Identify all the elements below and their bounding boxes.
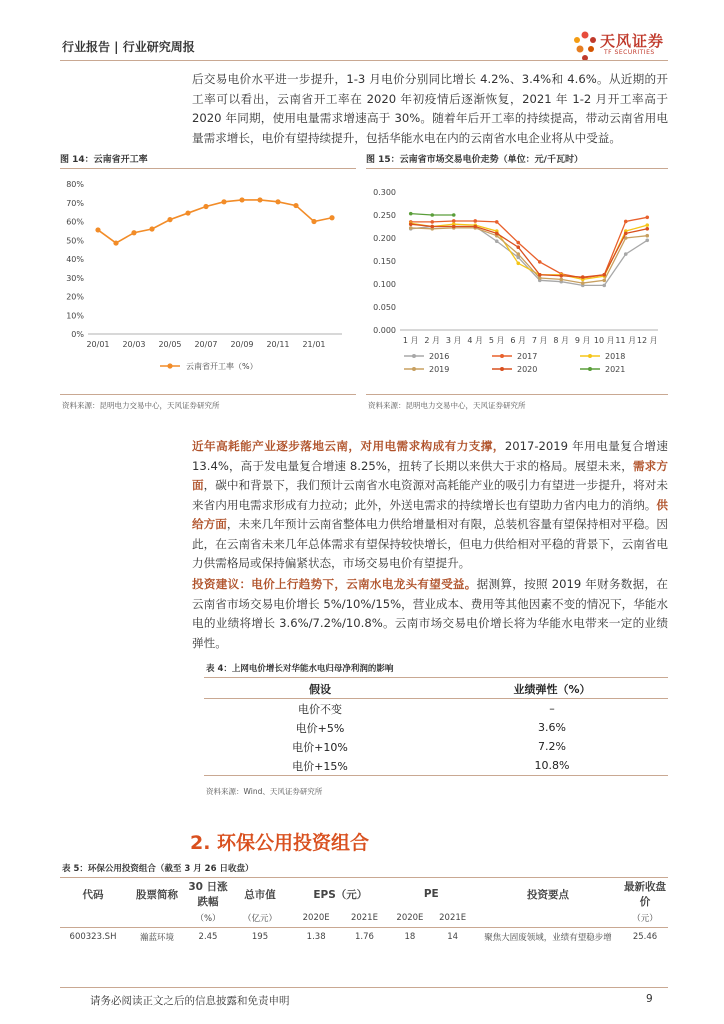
- table5-cell: 1.38: [306, 932, 326, 942]
- table5-header-name: 股票简称: [136, 888, 178, 901]
- p2-text2: ，碳中和背景下，我们预计云南省水电资源对高耗能产业的吸引力有望进一步提升，将对未来省内用电需求形成有力拉动；此外，外送电需求的持续增长也有望助力省内电力的消纳。: [192, 478, 668, 512]
- figure15-title-line: [366, 168, 668, 169]
- figure15-bottom-line: [366, 394, 668, 395]
- report-category: 行业报告 | 行业研究周报: [62, 40, 195, 54]
- y-tick-label: 20%: [66, 292, 84, 302]
- data-point: [203, 204, 208, 209]
- y-tick-label: 0.300: [373, 188, 396, 197]
- table4-cell: 10.8%: [534, 759, 570, 772]
- x-tick-label: 10 月: [593, 336, 615, 345]
- x-tick-label: 20/01: [86, 340, 110, 349]
- table5-cell: 195: [251, 932, 269, 942]
- table5-header-price: 最新收盘价: [624, 881, 666, 908]
- data-point-2016: [645, 239, 649, 243]
- table5-sub-year: 2021E: [439, 913, 467, 923]
- data-point-2017: [473, 219, 477, 223]
- data-point-2020: [624, 232, 628, 236]
- table5-sub-year: 2021E: [350, 913, 378, 923]
- data-point-2019: [409, 226, 413, 230]
- data-point-2016: [495, 239, 499, 243]
- p2-bold-supply: 供给方面: [192, 497, 668, 531]
- legend-marker-2020: [500, 367, 504, 371]
- logo-sub: TF SECURITIES: [604, 49, 655, 56]
- table5-sub-empty: [126, 909, 188, 928]
- data-point-2017: [645, 216, 649, 220]
- x-tick-label: 1 月: [402, 336, 419, 345]
- table5-header-change: 30 日涨跌幅: [188, 881, 228, 908]
- data-point-2020: [581, 275, 585, 279]
- page-number: 9: [646, 993, 653, 1005]
- table5-header-code: 代码: [82, 888, 104, 901]
- table4-cell: 电价+15%: [292, 759, 348, 773]
- x-tick-label: 4 月: [467, 336, 484, 345]
- data-point-2020: [452, 225, 456, 229]
- table5-cell: 2.45: [198, 932, 218, 942]
- table4-top-line: [204, 677, 668, 678]
- p3-text: 据测算，按照 2019 年财务数据，在云南省市场交易电价增长 5%/10%/15%，营业成本、费用等其他因素不变的情况下，华能水电的业绩将增长 3.6%/7.2%/10.8%。云南市场交易电价增长将为华能水电带来一定的业绩弹性。: [192, 577, 668, 650]
- y-tick-label: 50%: [66, 236, 84, 246]
- data-point: [239, 197, 244, 202]
- data-point-2020: [559, 274, 563, 278]
- table5-cell: 1.76: [354, 932, 374, 942]
- data-point-2017: [495, 220, 499, 224]
- legend-label-2020: 2020: [517, 365, 538, 374]
- y-tick-label: 0.050: [373, 303, 396, 312]
- p2-text1: 2017-2019 年用电量复合增速 13.4%，高于发电量复合增速 8.25%，扭转了长期以来供大于求的格局。展望未来，: [192, 439, 668, 473]
- figure15-source: 资料来源：昆明电力交易中心，天风证券研究所: [368, 401, 526, 410]
- y-tick-label: 0.200: [373, 234, 396, 243]
- data-point-2018: [516, 262, 520, 266]
- data-point-2020: [409, 222, 413, 226]
- table5-header-point: 投资要点: [527, 888, 569, 901]
- data-point-2020: [495, 232, 499, 236]
- data-point-2021: [430, 213, 434, 217]
- x-tick-label: 20/11: [266, 340, 290, 349]
- y-tick-label: 60%: [66, 217, 84, 227]
- legend-marker: [167, 363, 172, 368]
- legend-label: 云南省开工率（%）: [186, 362, 258, 371]
- company-logo: [570, 28, 680, 68]
- x-tick-label: 21/01: [302, 340, 326, 349]
- y-tick-label: 40%: [66, 255, 84, 264]
- table5-sub-unit: （元）: [632, 914, 658, 924]
- x-tick-label: 3 月: [445, 336, 462, 345]
- chart-opening-rate: [60, 172, 356, 384]
- table4-source: 资料来源：Wind、天风证券研究所: [206, 787, 323, 796]
- p2-bold-demand: 需求方面: [192, 458, 668, 492]
- table5-title: 表 5：环保公用投资组合（截至 3 月 26 日收盘）: [62, 864, 254, 874]
- legend-marker-2019: [412, 367, 416, 371]
- intro-paragraph: 后交易电价水平进一步提升，1-3 月电价分别同比增长 4.2%、3.4%和 4.6%。从近期的开工率可以看出，云南省开工率在 2020 年初疫情后逐渐恢复，2021 年 1-2 月开工率高于 2020 年同期，使用电量需求增速高于 30%。随着年后开工率的持续提高，带动云南省用电量需求增长，电价有望持续提升，包括华能水电在内的云南省水电企业将从中受益。: [192, 72, 668, 145]
- x-tick-label: 11 月: [615, 336, 637, 345]
- table5-cell: 600323.SH: [69, 932, 117, 942]
- legend-label-2021: 2021: [605, 365, 626, 374]
- y-tick-label: 0.000: [373, 326, 396, 335]
- table-row: [204, 756, 668, 776]
- data-point: [167, 217, 172, 222]
- table5-cell: 18: [404, 932, 416, 942]
- p2-text3: ，未来几年预计云南省整体电力供给增量相对有限，总装机容量有望保持相对平稳。因此，在云南省未来几年总体需求有望保持较快增长，但电力供给相对平稳的背景下，云南省电力供需格局或保持偏紧状态，市场交易电价有望提升。: [192, 517, 668, 570]
- table4-cell: 电价不变: [298, 702, 342, 716]
- figure14-title: 图 14：云南省开工率: [60, 155, 148, 165]
- table4-cell: –: [549, 702, 555, 715]
- table5-sub-empty: [474, 909, 622, 928]
- data-point-2017: [624, 220, 628, 224]
- data-point: [95, 227, 100, 232]
- figure15-title: 图 15：云南省市场交易电价走势（单位：元/千瓦时）: [366, 155, 583, 165]
- data-point-2019: [516, 252, 520, 256]
- x-tick-label: 20/03: [122, 340, 146, 349]
- table-row: [60, 928, 668, 947]
- x-tick-label: 8 月: [553, 336, 570, 345]
- table5-cell: 瀚蓝环境: [139, 933, 174, 943]
- legend-label-2017: 2017: [517, 352, 538, 361]
- x-tick-label: 9 月: [574, 336, 591, 345]
- x-tick-label: 5 月: [488, 336, 505, 345]
- table4-header-elasticity: 业绩弹性（%）: [513, 682, 591, 696]
- table4-cell: 电价+10%: [292, 740, 348, 754]
- demand-supply-paragraph: [192, 437, 668, 574]
- footer-disclaimer: 请务必阅读正文之后的信息披露和免责申明: [90, 995, 290, 1007]
- figure14-source: 资料来源：昆明电力交易中心，天风证券研究所: [62, 401, 220, 410]
- table5-header-mcap: 总市值: [244, 888, 276, 901]
- data-point-2020: [516, 245, 520, 249]
- data-point-2018: [645, 223, 649, 227]
- table4-cell: 电价+5%: [295, 721, 345, 735]
- x-tick-label: 2 月: [424, 336, 441, 345]
- data-point-2017: [430, 220, 434, 224]
- section2-title: 2. 环保公用投资组合: [190, 832, 370, 854]
- table5-top-line: [60, 877, 668, 878]
- table5-sub-unit: （亿元）: [242, 914, 277, 924]
- table4-header-assumption: 假设: [309, 682, 331, 696]
- data-point-2019: [602, 279, 606, 283]
- table5-sub-year: 2020E: [302, 913, 330, 923]
- table-row: [204, 737, 668, 756]
- data-point: [275, 199, 280, 204]
- investment-advice-paragraph: [192, 575, 668, 653]
- series-line-2018: [411, 223, 648, 279]
- legend-marker-2021: [588, 367, 592, 371]
- legend-marker-2018: [588, 354, 592, 358]
- data-point-2020: [538, 273, 542, 277]
- data-point-2019: [559, 278, 563, 282]
- data-point: [257, 197, 262, 202]
- table5: [60, 879, 668, 946]
- logo-name: 天风证券: [600, 32, 665, 50]
- footer-divider: [60, 987, 668, 988]
- y-tick-label: 10%: [66, 311, 84, 321]
- data-point-2021: [452, 213, 456, 217]
- y-tick-label: 30%: [66, 273, 84, 283]
- data-point-2021: [409, 212, 413, 216]
- p2-bold-lead: 近年高耗能产业逐步落地云南，对用电需求构成有力支撑，: [192, 439, 505, 453]
- x-tick-label: 20/07: [194, 340, 218, 349]
- data-point: [311, 219, 316, 224]
- legend-label-2016: 2016: [429, 352, 450, 361]
- data-point: [149, 226, 154, 231]
- data-point: [329, 215, 334, 220]
- table5-cell: 14: [447, 932, 459, 942]
- data-point-2020: [645, 227, 649, 231]
- figure14-title-line: [60, 168, 356, 169]
- data-point-2019: [645, 234, 649, 238]
- y-tick-label: 0.150: [373, 257, 396, 266]
- table4-cell: 7.2%: [538, 740, 566, 753]
- y-tick-label: 0%: [71, 330, 84, 339]
- data-point: [113, 240, 118, 245]
- figure14-bottom-line: [60, 394, 356, 395]
- table4: [204, 679, 668, 776]
- x-tick-label: 12 月: [636, 336, 658, 345]
- data-point: [185, 210, 190, 215]
- data-point: [131, 230, 136, 235]
- y-tick-label: 0.100: [373, 280, 396, 289]
- data-point-2017: [452, 219, 456, 223]
- table5-sub-unit: （%）: [195, 914, 221, 924]
- data-point-2020: [473, 225, 477, 229]
- y-tick-label: 0.250: [373, 211, 396, 220]
- y-tick-label: 70%: [66, 198, 84, 208]
- data-point: [221, 199, 226, 204]
- legend-label-2019: 2019: [429, 365, 450, 374]
- data-point-2017: [516, 241, 520, 245]
- data-point-2017: [538, 260, 542, 264]
- legend-label-2018: 2018: [605, 352, 626, 361]
- data-point-2019: [538, 276, 542, 280]
- data-point-2019: [581, 281, 585, 285]
- y-tick-label: 80%: [66, 180, 84, 189]
- chart-electricity-price: [366, 172, 668, 384]
- data-point-2020: [430, 225, 434, 229]
- logo-mark-icon: [570, 28, 600, 64]
- x-tick-label: 7 月: [531, 336, 548, 345]
- table5-header-pe: PE: [423, 888, 439, 900]
- table-row: [204, 699, 668, 719]
- data-point-2016: [624, 252, 628, 256]
- table-row: [204, 718, 668, 737]
- x-tick-label: 20/09: [230, 340, 254, 349]
- header-divider: [60, 60, 668, 61]
- table5-header-eps: EPS（元）: [313, 888, 368, 901]
- table4-title: 表 4：上网电价增长对华能水电归母净利润的影响: [206, 664, 394, 674]
- data-point: [293, 203, 298, 208]
- legend-marker-2017: [500, 354, 504, 358]
- x-tick-label: 6 月: [510, 336, 527, 345]
- table5-sub-empty: [60, 909, 126, 928]
- table5-sub-year: 2020E: [396, 913, 424, 923]
- p3-bold-lead: 投资建议：电价上行趋势下，云南水电龙头有望受益。: [192, 577, 477, 591]
- data-point-2020: [602, 273, 606, 277]
- table5-cell: 25.46: [632, 932, 658, 942]
- legend-marker-2016: [412, 354, 416, 358]
- table4-cell: 3.6%: [538, 721, 566, 734]
- table5-cell: 聚焦大固废领域，业绩有望稳步增: [484, 933, 612, 943]
- x-tick-label: 20/05: [158, 340, 182, 349]
- data-point-2016: [602, 284, 606, 288]
